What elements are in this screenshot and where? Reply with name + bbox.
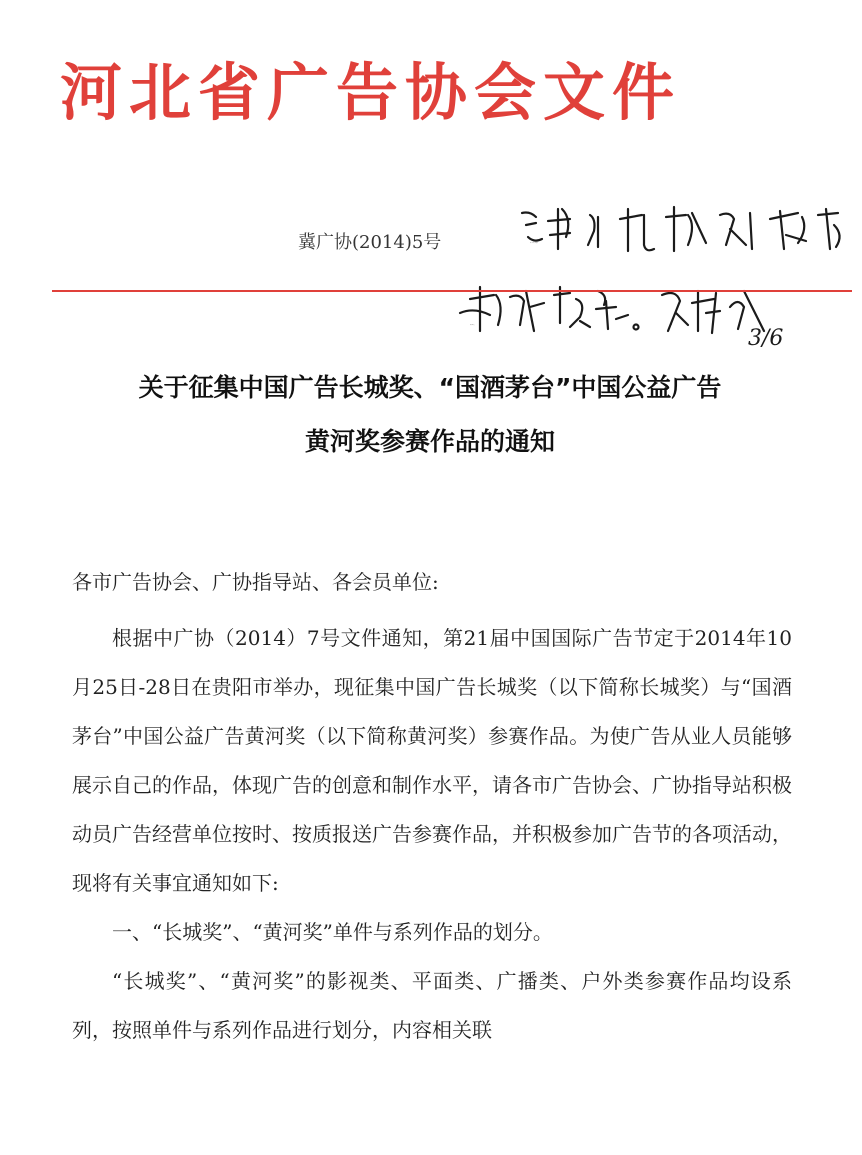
handwriting-line1-text: 请广协按文件要求 bbox=[530, 243, 538, 244]
handwriting-strokes-line1 bbox=[522, 207, 840, 251]
body-paragraph-2: “长城奖”、“黄河奖”的影视类、平面类、广播类、户外类参赛作品均设系列，按照单件与系列作品进行划分，内容相关联 bbox=[72, 969, 792, 1042]
handwriting-line2-text: 抓好落实。 bbox=[470, 325, 475, 326]
document-number: 冀广协(2014)5号 bbox=[298, 232, 442, 253]
red-divider-line bbox=[52, 290, 852, 292]
notice-body bbox=[72, 614, 792, 1055]
handwriting-date: 3/6 bbox=[748, 326, 784, 351]
salutation: 各市广告协会、广协指导站、各会员单位: bbox=[72, 570, 439, 594]
masthead-title: 河北省广告协会文件 bbox=[60, 56, 682, 129]
section-heading-1: 一、“长城奖”、“黄河奖”单件与系列作品的划分。 bbox=[112, 920, 553, 944]
body-paragraph-1: 根据中广协（2014）7号文件通知，第21届中国国际广告节定于2014年10月25日-28日在贵阳市举办，现征集中国广告长城奖（以下简称长城奖）与“国酒茅台”中国公益广告黄河奖（以下简称黄河奖）参赛作品。为使广告从业人员能够展示自己的作品，体现广告的创意和制作水平，请各市广告协会、广协指导站积极动员广告经营单位按时、按质报送广告参赛作品，并积极参加广告节的各项活动，现将有关事宜通知如下: bbox=[72, 626, 792, 895]
signature-text: 范纬 bbox=[670, 325, 672, 326]
handwriting-strokes-line2 bbox=[460, 287, 639, 331]
notice-title-line1: 关于征集中国广告长城奖、“国酒茅台”中国公益广告 bbox=[138, 373, 722, 402]
notice-title-line2: 黄河奖参赛作品的通知 bbox=[304, 427, 555, 456]
handwritten-annotation bbox=[430, 195, 850, 370]
